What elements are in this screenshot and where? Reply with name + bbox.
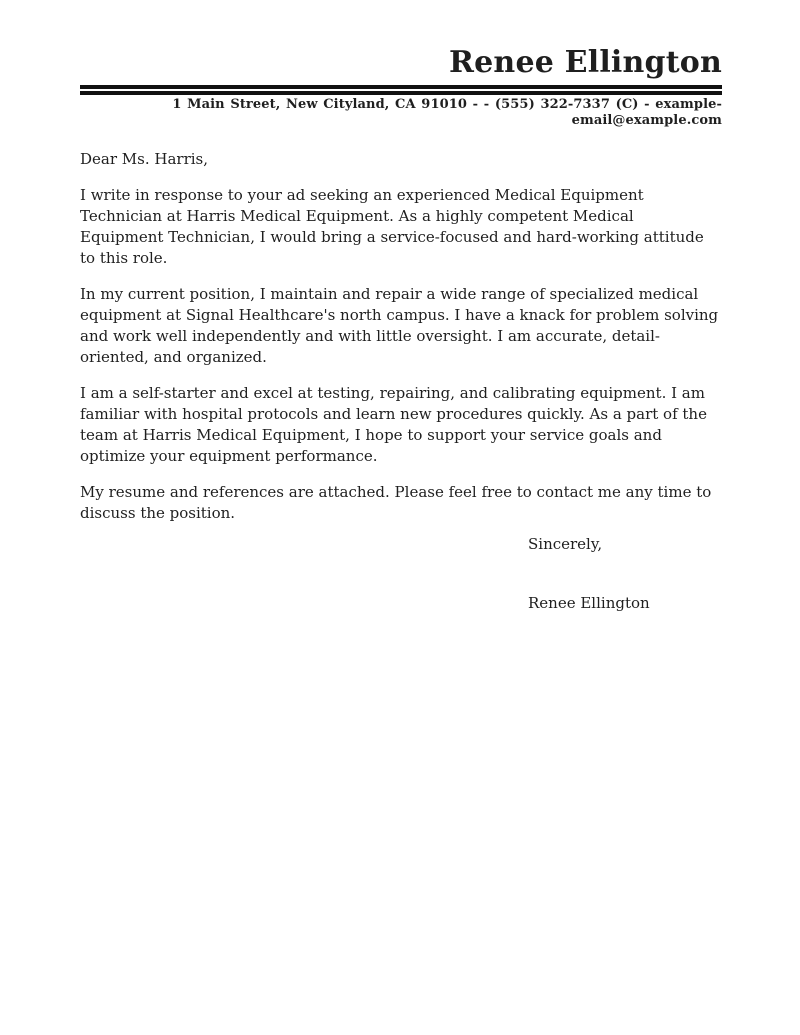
signature-name: Renee Ellington (528, 594, 650, 612)
paragraph-current-position: In my current position, I maintain and repair a wide range of specialized medical equipment at Signal Healthcare's north campus. I have a knack for problem solving and work well independently and with little oversight. I am accurate, detail-oriented, and organized. (80, 285, 719, 366)
header-divider-rule (80, 85, 722, 91)
paragraph-skills: I am a self-starter and excel at testing, repairing, and calibrating equipment. I am familiar with hospital protocols and learn new procedures quickly. As a part of the team at Harris Medical Equipment, I hope to support your service goals and optimize your equipment performance. (80, 384, 707, 465)
paragraph-intro: I write in response to your ad seeking an experienced Medical Equipment Technician at Harris Medical Equipment. As a highly competent Medical Equipment Technician, I would bring a service-focused and hard-working attitude to this role. (80, 186, 704, 267)
letter-body (80, 149, 720, 614)
letter-header (80, 46, 722, 129)
paragraph-resume-attached: My resume and references are attached. Please feel free to contact me any time to discuss the position. (80, 483, 712, 522)
contact-line: 1 Main Street, New Cityland, CA 91010 - - (555) 322-7337 (C) - example-email@example.com (172, 97, 722, 128)
sender-name: Renee Ellington (449, 45, 722, 80)
closing-block (528, 534, 720, 614)
salutation: Dear Ms. Harris, (80, 150, 209, 168)
closing-salutation: Sincerely, (528, 535, 603, 553)
